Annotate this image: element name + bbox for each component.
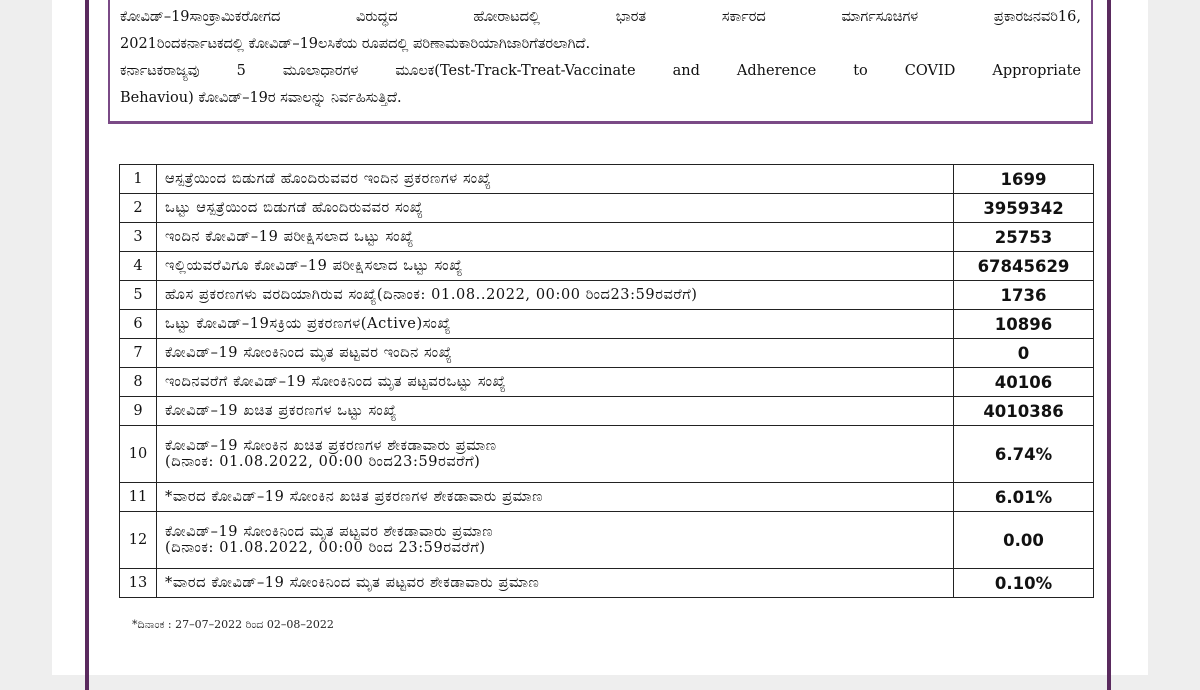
row-description-line: ಕೋವಿಡ್–19 ಸೋಂಕಿನಿಂದ ಮೃತ ಪಟ್ಟವರ ಇಂದಿನ ಸಂಖ್ಯೆ [165, 345, 453, 361]
table-row [120, 569, 1094, 598]
row-description [157, 483, 954, 512]
row-description [157, 397, 954, 426]
row-description [157, 281, 954, 310]
row-description [157, 252, 954, 281]
table-row [120, 368, 1094, 397]
row-description-line: ಇಂದಿನ ಕೋವಿಡ್–19 ಪರೀಕ್ಷಿಸಲಾದ ಒಟ್ಟು ಸಂಖ್ಯೆ [165, 229, 414, 245]
intro-box [108, 0, 1093, 124]
table-row [120, 426, 1094, 483]
row-value: 6.74% [954, 426, 1094, 483]
table-row [120, 310, 1094, 339]
intro-line-1: ಕೋವಿಡ್–19ಸಾಂಕ್ರಾಮಿಕರೋಗದ ವಿರುದ್ಧದ ಹೋರಾಟದಲ್ಲಿ ಭಾರತ ಸರ್ಕಾರದ ಮಾರ್ಗಸೂಚಿಗಳ ಪ್ರಕಾರಜನವರಿ16, [120, 9, 1081, 25]
row-description-line: ಆಸ್ಪತ್ರೆಯಿಂದ ಬಿಡುಗಡೆ ಹೊಂದಿರುವವರ ಇಂದಿನ ಪ್ರಕರಣಗಳ ಸಂಖ್ಯೆ [165, 171, 492, 187]
row-number: 2 [120, 194, 157, 223]
row-number: 8 [120, 368, 157, 397]
row-number: 4 [120, 252, 157, 281]
row-description [157, 223, 954, 252]
intro-line-2: 2021ರಿಂದಕರ್ನಾಟಕದಲ್ಲಿ ಕೋವಿಡ್–19ಲಸಿಕೆಯ ರೂಪದಲ್ಲಿ ಪರಿಣಾಮಕಾರಿಯಾಗಿಜಾರಿಗೆತರಲಾಗಿದೆ. [120, 36, 591, 52]
row-number: 1 [120, 165, 157, 194]
row-value: 3959342 [954, 194, 1094, 223]
covid-stats-table [119, 164, 1094, 598]
table-row [120, 165, 1094, 194]
row-description [157, 512, 954, 569]
row-number: 10 [120, 426, 157, 483]
table-row [120, 512, 1094, 569]
table-row [120, 194, 1094, 223]
row-description [157, 165, 954, 194]
row-value: 0.00 [954, 512, 1094, 569]
row-description-line: *ವಾರದ ಕೋವಿಡ್–19 ಸೋಂಕಿನಿಂದ ಮೃತ ಪಟ್ಟವರ ಶೇಕಡಾವಾರು ಪ್ರಮಾಣ [165, 575, 540, 591]
row-description-line: ಒಟ್ಟು ಕೋವಿಡ್–19ಸಕ್ರಿಯ ಪ್ರಕರಣಗಳ(Active)ಸಂಖ್ಯೆ [165, 316, 452, 332]
row-number: 5 [120, 281, 157, 310]
row-description [157, 194, 954, 223]
row-description-line: ಕೋವಿಡ್–19 ಸೋಂಕಿನ ಖಚಿತ ಪ್ರಕರಣಗಳ ಶೇಕಡಾವಾರು ಪ್ರಮಾಣ [165, 438, 497, 454]
table-row [120, 339, 1094, 368]
row-number: 7 [120, 339, 157, 368]
table-row [120, 281, 1094, 310]
row-value: 1736 [954, 281, 1094, 310]
row-description-line: ಕೋವಿಡ್–19 ಖಚಿತ ಪ್ರಕರಣಗಳ ಒಟ್ಟು ಸಂಖ್ಯೆ [165, 403, 397, 419]
row-value: 67845629 [954, 252, 1094, 281]
row-value: 6.01% [954, 483, 1094, 512]
table-row [120, 397, 1094, 426]
row-number: 12 [120, 512, 157, 569]
row-number: 6 [120, 310, 157, 339]
row-description-line: ಹೊಸ ಪ್ರಕರಣಗಳು ವರದಿಯಾಗಿರುವ ಸಂಖ್ಯೆ(ದಿನಾಂಕ: 01.08..2022, 00:00 ರಿಂದ23:59ರವರೆಗೆ) [165, 287, 698, 303]
row-number: 9 [120, 397, 157, 426]
row-number: 13 [120, 569, 157, 598]
document-page [52, 0, 1148, 675]
row-description-line-2: (ದಿನಾಂಕ: 01.08.2022, 00:00 ರಿಂದ23:59ರವರೆಗೆ) [165, 454, 481, 470]
row-value: 1699 [954, 165, 1094, 194]
row-description [157, 426, 954, 483]
row-description-line: *ವಾರದ ಕೋವಿಡ್–19 ಸೋಂಕಿನ ಖಚಿತ ಪ್ರಕರಣಗಳ ಶೇಕಡಾವಾರು ಪ್ರಮಾಣ [165, 489, 543, 505]
table-row [120, 223, 1094, 252]
table-row [120, 252, 1094, 281]
row-description [157, 569, 954, 598]
row-description-line-2: (ದಿನಾಂಕ: 01.08.2022, 00:00 ರಿಂದ 23:59ರವರೆಗೆ) [165, 540, 486, 556]
table-row [120, 483, 1094, 512]
intro-line-4: Behaviou) ಕೋವಿಡ್–19ರ ಸವಾಲನ್ನು ನಿರ್ವಹಿಸುತ್ತಿದೆ. [120, 90, 402, 106]
row-value: 0 [954, 339, 1094, 368]
row-number: 11 [120, 483, 157, 512]
row-description-line: ಇಲ್ಲಿಯವರೆವಿಗೂ ಕೋವಿಡ್–19 ಪರೀಕ್ಷಿಸಲಾದ ಒಟ್ಟು ಸಂಖ್ಯೆ [165, 258, 463, 274]
row-description [157, 339, 954, 368]
row-value: 10896 [954, 310, 1094, 339]
row-value: 25753 [954, 223, 1094, 252]
row-value: 4010386 [954, 397, 1094, 426]
row-description [157, 310, 954, 339]
row-description-line: ಕೋವಿಡ್–19 ಸೋಂಕಿನಿಂದ ಮೃತ ಪಟ್ಟವರ ಶೇಕಡಾವಾರು ಪ್ರಮಾಣ [165, 524, 494, 540]
row-description-line: ಇಂದಿನವರೆಗೆ ಕೋವಿಡ್–19 ಸೋಂಕಿನಿಂದ ಮೃತ ಪಟ್ಟವರಒಟ್ಟು ಸಂಖ್ಯೆ [165, 374, 507, 390]
row-description-line: ಒಟ್ಟು ಆಸ್ಪತ್ರೆಯಿಂದ ಬಿಡುಗಡೆ ಹೊಂದಿರುವವರ ಸಂಖ್ಯೆ [165, 200, 424, 216]
intro-line-3: ಕರ್ನಾಟಕರಾಜ್ಯವು 5 ಮೂಲಾಧಾರಗಳ ಮೂಲಕ(Test-Track-Treat-Vaccinate and Adherence to COVID Appropriate [120, 63, 1081, 79]
row-value: 40106 [954, 368, 1094, 397]
row-number: 3 [120, 223, 157, 252]
row-value: 0.10% [954, 569, 1094, 598]
footnote: *ದಿನಾಂಕ : 27–07–2022 ರಿಂದ 02–08–2022 [132, 618, 334, 631]
row-description [157, 368, 954, 397]
